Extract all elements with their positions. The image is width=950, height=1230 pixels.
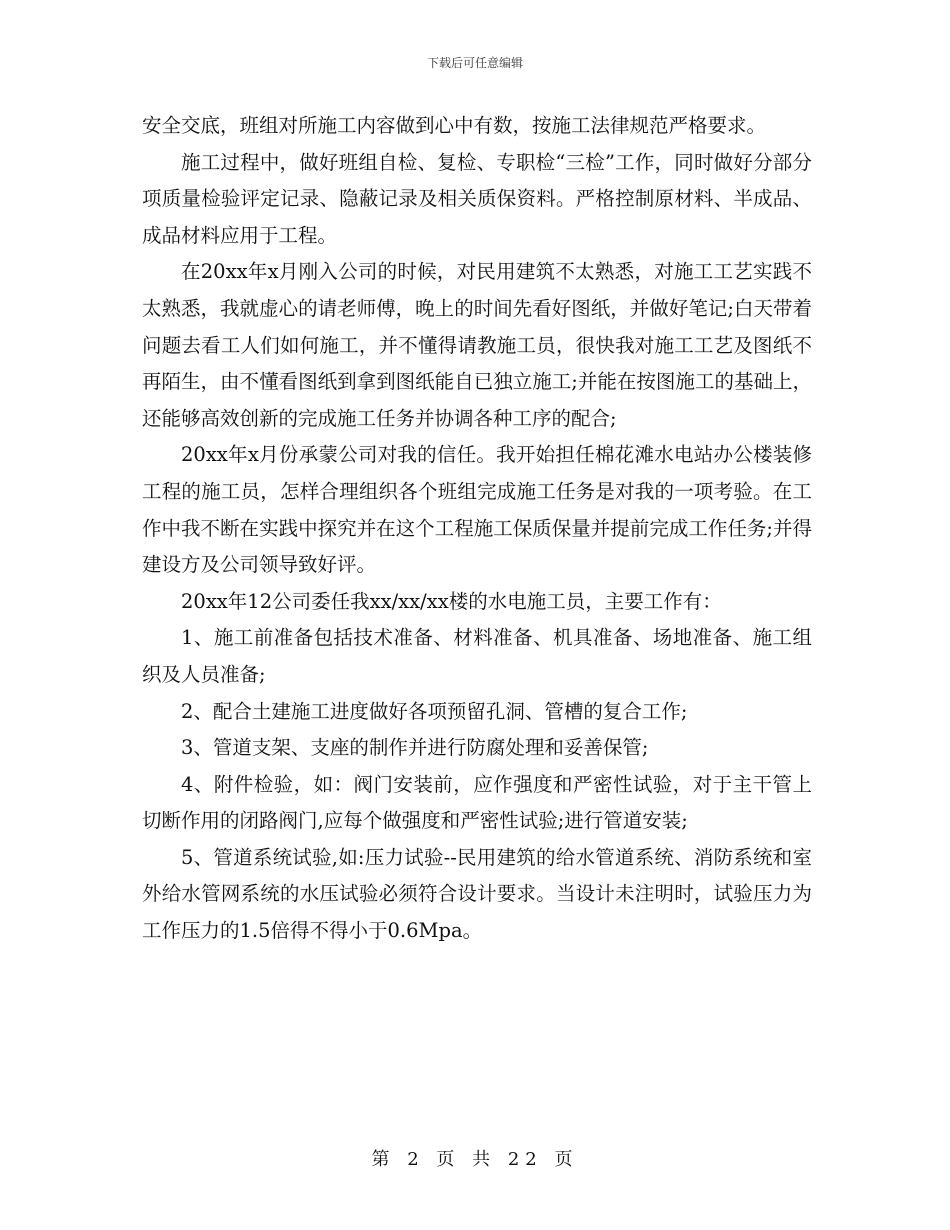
paragraph: 在20xx年x月刚入公司的时候，对民用建筑不太熟悉，对施工工艺实践不太熟悉，我就虚心的请老师傅，晚上的时间先看好图纸，并做好笔记;白天带着问题去看工人们如何施工，并不懂得请教施工员，很快我对施工工艺及图纸不再陌生，由不懂看图纸到拿到图纸能自已独立施工;并能在按图施工的基础上，还能够高效创新的完成施工任务并协调各种工序的配合;	[142, 260, 812, 430]
paragraph: 安全交底，班组对所施工内容做到心中有数，按施工法律规范严格要求。	[142, 114, 767, 137]
list-item: 5、管道系统试验,如:压力试验--民用建筑的给水管道系统、消防系统和室外给水管网系统的水压试验必须符合设计要求。当设计未注明时，试验压力为工作压力的1.5倍得不得小于0.6Mpa。	[142, 845, 812, 943]
page-header: 下载后可任意编辑	[426, 56, 523, 70]
paragraph: 施工过程中，做好班组自检、复检、专职检“三检”工作，同时做好分部分项质量检验评定记录、隐蔽记录及相关质保资料。严格控制原材料、半成品、成品材料应用于工程。	[142, 150, 812, 247]
paragraph: 20xx年12公司委任我xx/xx/xx楼的水电施工员，主要工作有：	[181, 589, 722, 613]
list-item: 2、配合土建施工进度做好各项预留孔洞、管槽的复合工作;	[181, 699, 688, 723]
list-item: 4、附件检验，如：阀门安装前，应作强度和严密性试验，对于主干管上切断作用的闭路阀门,应每个做强度和严密性试验;进行管道安装;	[142, 772, 812, 833]
document-body	[142, 108, 812, 950]
page-number: 第 2 页 共 22 页	[371, 1149, 579, 1170]
paragraph: 20xx年x月份承蒙公司对我的信任。我开始担任棉花滩水电站办公楼装修工程的施工员，怎样合理组织各个班组完成施工任务是对我的一项考验。在工作中我不断在实践中探究并在这个工程施工保质保量并提前完成工作任务;并得建设方及公司领导致好评。	[142, 443, 812, 577]
list-item: 3、管道支架、支座的制作并进行防腐处理和妥善保管;	[181, 736, 649, 760]
list-item: 1、施工前准备包括技术准备、材料准备、机具准备、场地准备、施工组织及人员准备;	[142, 626, 812, 686]
